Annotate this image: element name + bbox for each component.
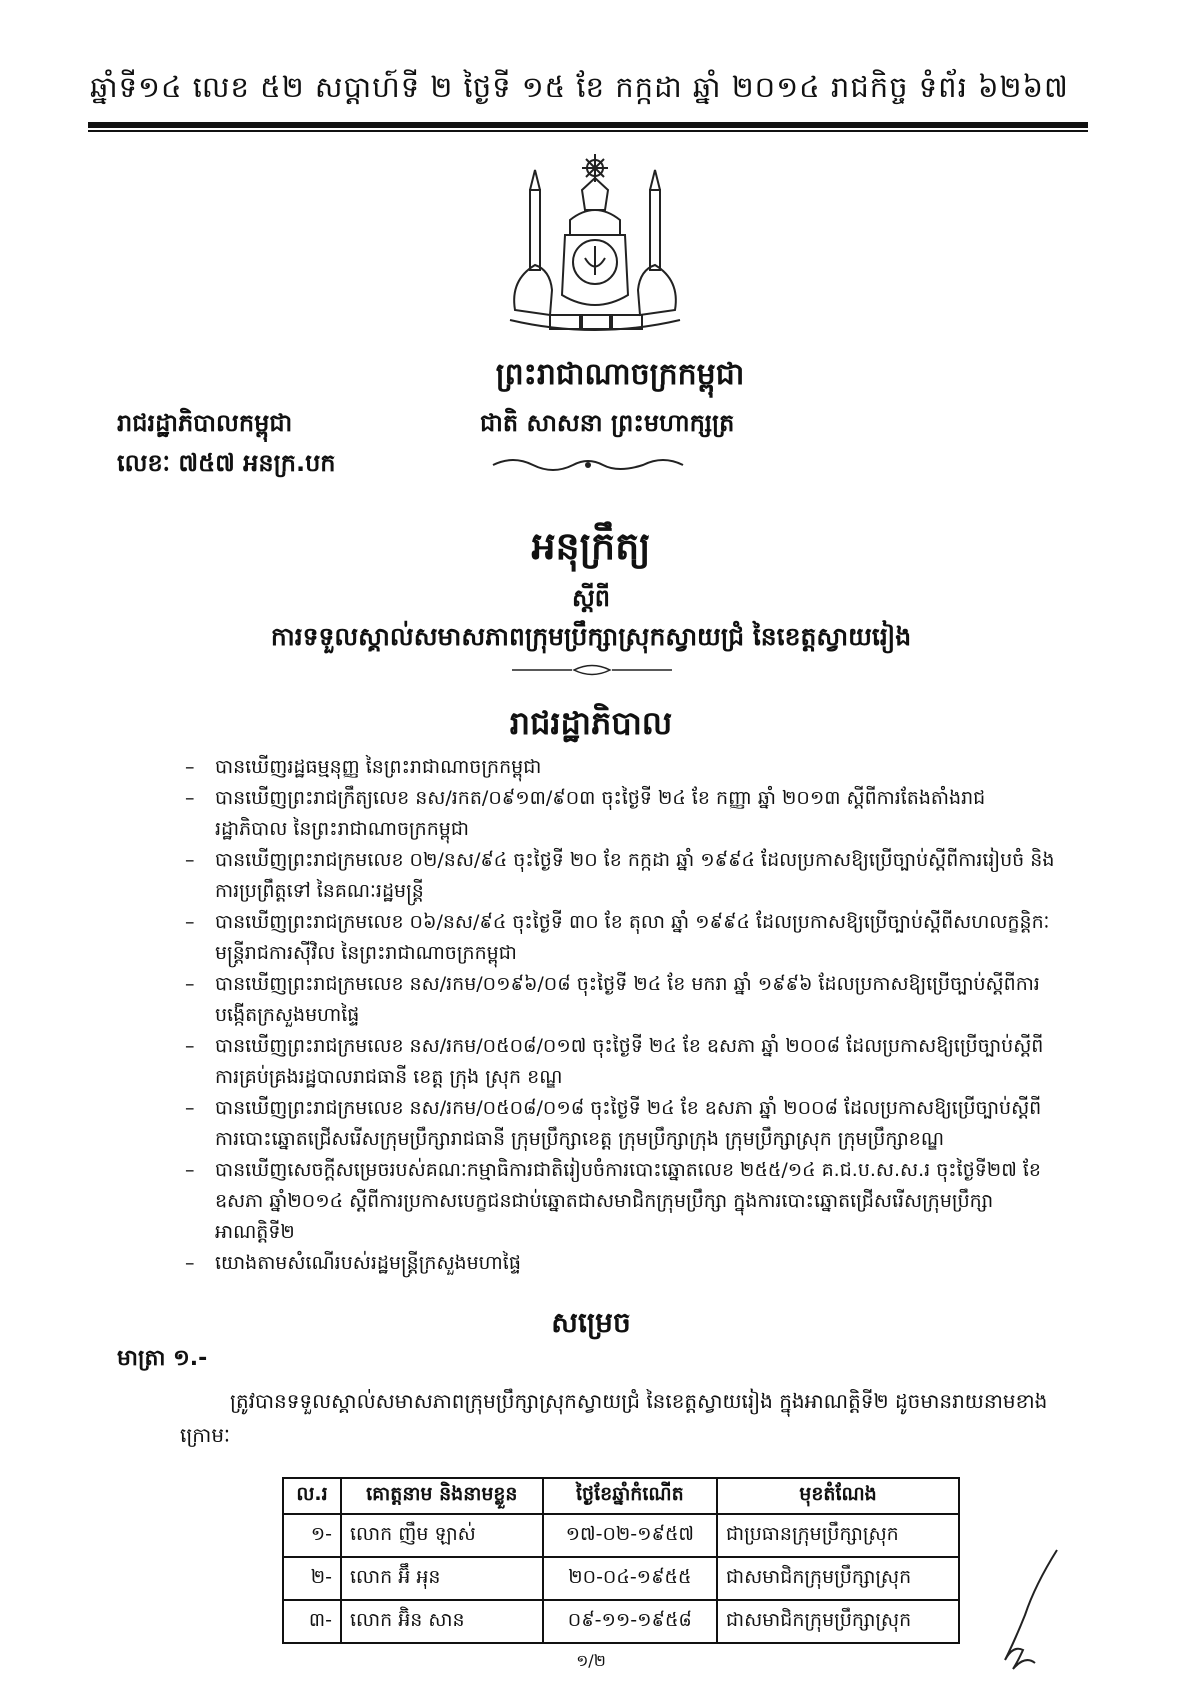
member-position: ជាសមាជិកក្រុមប្រឹក្សាស្រុក [717,1600,959,1643]
column-header: គោត្តនាម និងនាមខ្លួន [341,1478,543,1514]
list-item: – បានឃើញព្រះរាជក្រមលេខ នស/រកម/០៥០៨/០១៧ ចុះថ្ងៃទី ២៤ ខែ ឧសភា ឆ្នាំ ២០០៨ ដែលប្រកាសឱ្យប្រើច្បាប់ស្តីពីការគ្រប់គ្រងរដ្ឋបាលរាជធានី ខេត្ត ក្រុង ស្រុក ខណ្ឌ [185,1035,1044,1088]
document-subject: ការទទួលស្គាល់សមាសភាពក្រុមប្រឹក្សាស្រុកស្វាយជ្រំ នៃខេត្តស្វាយរៀង [270,622,912,651]
member-name: លោក អ៊ិន សាន [341,1600,543,1643]
list-item: – បានឃើញព្រះរាជក្រមលេខ នស/រកម/០៥០៨/០១៨ ចុះថ្ងៃទី ២៤ ខែ ឧសភា ឆ្នាំ ២០០៨ ដែលប្រកាសឱ្យប្រើច្បាប់ស្តីពីការបោះឆ្នោតជ្រើសរើសក្រុមប្រឹក្សារាជធានី ក្រុមប្រឹក្សាខេត្ត ក្រុមប្រឹក្សាក្រុង ក្រុមប្រឹក្សាស្រុក ក្រុមប្រឹក្សាខណ្ឌ [185,1097,1042,1150]
gazette-header: ឆ្នាំទី១៤ លេខ ៥២ សប្តាហ៍ទី ២ ថ្ងៃទី ១៥ ខែ កក្កដា ឆ្នាំ ២០១៤ រាជកិច្ច ទំព័រ ៦២៦៧ [90,70,1069,104]
list-item: – បានឃើញព្រះរាជក្រមលេខ ០៦/នស/៩៤ ចុះថ្ងៃទី ៣០ ខែ តុលា ឆ្នាំ ១៩៩៤ ដែលប្រកាសឱ្យប្រើច្បាប់ស្តីពីសហលក្ខន្តិកៈមន្ត្រីរាជការស៊ីវិល នៃព្រះរាជាណាចក្រកម្ពុជា [185,911,1050,964]
list-item: – បានឃើញសេចក្តីសម្រេចរបស់គណៈកម្មាធិការជាតិរៀបចំការបោះឆ្នោតលេខ ២៥៥/១៤ គ.ជ.ប.ស.ស.រ ចុះថ្ងៃទី២៧ ខែឧសភា ឆ្នាំ២០១៤ ស្តីពីការប្រកាសបេក្ខជនជាប់ឆ្នោតជាសមាជិកក្រុមប្រឹក្សា ក្នុងការបោះឆ្នោតជ្រើសរើសក្រុមប្រឹក្សា អាណត្តិទី២ [185,1159,1041,1243]
national-motto: ជាតិ សាសនា ព្រះមហាក្សត្រ [480,409,735,437]
row-number: ២- [283,1557,341,1600]
member-position: ជាសមាជិកក្រុមប្រឹក្សាស្រុក [717,1557,959,1600]
royal-coat-of-arms-icon [490,150,700,340]
column-header: ថ្ងៃខែឆ្នាំកំណើត [543,1478,717,1514]
ornament-divider-icon [488,455,688,475]
row-number: ៣- [283,1600,341,1643]
member-dob: ០៩-១១-១៩៥៨ [543,1600,717,1643]
list-item: – បានឃើញរដ្ឋធម្មនុញ្ញ នៃព្រះរាជាណាចក្រកម្ពុជា [185,756,542,778]
document-on: ស្តីពី [571,584,611,612]
member-name: លោក អ៊ឹ អុន [341,1557,543,1600]
issuing-authority: រាជរដ្ឋាភិបាល [509,704,673,742]
document-type: អនុក្រឹត្យ [531,524,651,568]
kingdom-title: ព្រះរាជាណាចក្រកម្ពុជា [495,357,745,392]
table-row [283,1514,959,1557]
member-dob: ២០-០៤-១៩៥៥ [543,1557,717,1600]
list-item: – បានឃើញព្រះរាជក្រមលេខ ០២/នស/៩៤ ចុះថ្ងៃទី ២០ ខែ កក្កដា ឆ្នាំ ១៩៩៤ ដែលប្រកាសឱ្យប្រើច្បាប់ស្តីពីការរៀបចំ និងការប្រព្រឹត្តទៅ នៃគណៈរដ្ឋមន្ត្រី [185,849,1055,902]
article-text: ត្រូវបានទទួលស្គាល់សមាសភាពក្រុមប្រឹក្សាស្រុកស្វាយជ្រំ នៃខេត្តស្វាយរៀង ក្នុងអាណត្តិទី២ ដូចមានរាយនាមខាងក្រោមៈ [180,1389,1048,1447]
issuer-name: រាជរដ្ឋាភិបាលកម្ពុជា [117,409,293,437]
member-position: ជាប្រធានក្រុមប្រឹក្សាស្រុក [717,1514,959,1557]
table-header-row [283,1478,959,1514]
article-label: មាត្រា ១.- [117,1346,208,1371]
list-item: – បានឃើញព្រះរាជក្រឹត្យលេខ នស/រកត/០៩១៣/៩០៣ ចុះថ្ងៃទី ២៤ ខែ កញ្ញា ឆ្នាំ ២០១៣ ស្តីពីការតែងតាំងរាជរដ្ឋាភិបាល នៃព្រះរាជាណាចក្រកម្ពុជា [185,787,986,840]
column-header: ល.រ [283,1478,341,1514]
row-number: ១- [283,1514,341,1557]
header-rule [88,122,1088,128]
column-header: មុខតំណែង [717,1478,959,1514]
header-rule-thin [88,130,1088,132]
list-item: – យោងតាមសំណើរបស់រដ្ឋមន្ត្រីក្រសួងមហាផ្ទៃ [185,1252,521,1274]
table-row [283,1600,959,1643]
member-name: លោក ញឹម ឡាស់ [341,1514,543,1557]
ornament-divider-icon [512,663,672,677]
table-row [283,1557,959,1600]
page-number: ១/២ [576,1651,606,1670]
decision-heading: សម្រេច [551,1306,631,1339]
considerations-list [185,752,1055,1279]
members-table [282,1477,960,1644]
member-dob: ១៧-០២-១៩៥៧ [543,1514,717,1557]
reference-number: លេខៈ ៧៥៧ អនក្រ.បក [117,449,336,477]
list-item: – បានឃើញព្រះរាជក្រមលេខ នស/រកម/០១៩៦/០៨ ចុះថ្ងៃទី ២៤ ខែ មករា ឆ្នាំ ១៩៩៦ ដែលប្រកាសឱ្យប្រើច្បាប់ស្តីពីការបង្កើតក្រសួងមហាផ្ទៃ [185,973,1040,1026]
